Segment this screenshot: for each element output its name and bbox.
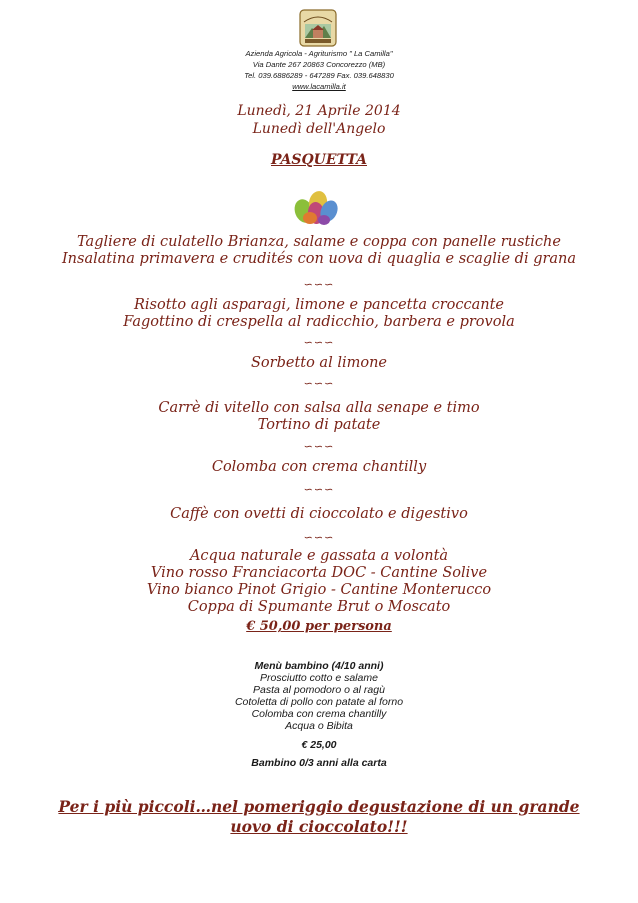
kids-menu	[0, 660, 638, 769]
company-header	[0, 48, 638, 92]
company-name: Azienda Agricola - Agriturismo " La Camilla"	[245, 49, 393, 58]
separator-ornament: ∽∽∽	[303, 483, 335, 496]
menu-line: Sorbetto al limone	[250, 355, 387, 371]
kids-menu-item: Acqua o Bibita	[285, 720, 353, 732]
company-website-link[interactable]: www.lacamilla.it	[292, 82, 346, 91]
course-secondi	[0, 400, 638, 434]
menu-line: Fagottino di crespella al radicchio, barbera e provola	[123, 314, 515, 330]
kids-menu-item: Cotoletta di pollo con patate al forno	[234, 696, 404, 708]
event-date: Lunedì, 21 Aprile 2014	[237, 103, 401, 119]
kids-menu-item: Pasta al pomodoro o al ragù	[253, 684, 385, 696]
menu-line: Vino rosso Franciacorta DOC - Cantine Solive	[150, 565, 488, 581]
menu-line: Colomba con crema chantilly	[211, 459, 427, 475]
footer-announcement	[0, 797, 638, 837]
kids-menu-price: € 25,00	[301, 739, 337, 751]
menu-line: Caffè con ovetti di cioccolato e digestivo	[170, 506, 468, 522]
footer-line: uovo di cioccolato!!!	[230, 817, 408, 836]
easter-eggs-icon	[286, 185, 346, 227]
menu-line: Coppa di Spumante Brut o Moscato	[187, 599, 451, 615]
kids-menu-note: Bambino 0/3 anni alla carta	[251, 757, 387, 769]
course-primi	[0, 297, 638, 331]
menu-line: Tortino di patate	[257, 417, 381, 433]
menu-line: Risotto agli asparagi, limone e pancetta croccante	[133, 297, 505, 313]
drinks-list	[0, 548, 638, 616]
menu-line: Carrè di vitello con salsa alla senape e timo	[158, 400, 480, 416]
event-day-name: Lunedì dell'Angelo	[252, 121, 386, 137]
separator-ornament: ∽∽∽	[303, 336, 335, 349]
menu-line: Tagliere di culatello Brianza, salame e coppa con panelle rustiche	[77, 234, 561, 250]
footer-line: Per i più piccoli…nel pomeriggio degustazione di un grande	[58, 797, 580, 816]
menu-line: Vino bianco Pinot Grigio - Cantine Monterucco	[146, 582, 492, 598]
agriturismo-logo-icon	[298, 8, 338, 48]
menu-line: Acqua naturale e gassata a volontà	[189, 548, 449, 564]
kids-menu-title: Menù bambino (4/10 anni)	[254, 660, 384, 672]
separator-ornament: ∽∽∽	[303, 531, 335, 544]
kids-menu-item: Prosciutto cotto e salame	[260, 672, 378, 684]
course-caffe	[0, 506, 638, 523]
separator-ornament: ∽∽∽	[303, 377, 335, 390]
menu-line: Insalatina primavera e crudités con uova di quaglia e scaglie di grana	[61, 251, 577, 267]
course-sorbetto	[0, 355, 638, 372]
company-address: Via Dante 267 20863 Concorezzo (MB)	[252, 60, 386, 69]
kids-menu-item: Colomba con crema chantilly	[251, 708, 387, 720]
separator-ornament: ∽∽∽	[303, 440, 335, 453]
event-date-block	[0, 102, 638, 138]
event-title: PASQUETTA	[271, 152, 367, 168]
separator-ornament: ∽∽∽	[303, 278, 335, 291]
company-contacts: Tel. 039.6886289 - 647289 Fax. 039.648830	[244, 71, 394, 80]
menu-price: € 50,00 per persona	[246, 619, 392, 634]
course-dolce	[0, 459, 638, 476]
course-antipasti	[0, 234, 638, 268]
